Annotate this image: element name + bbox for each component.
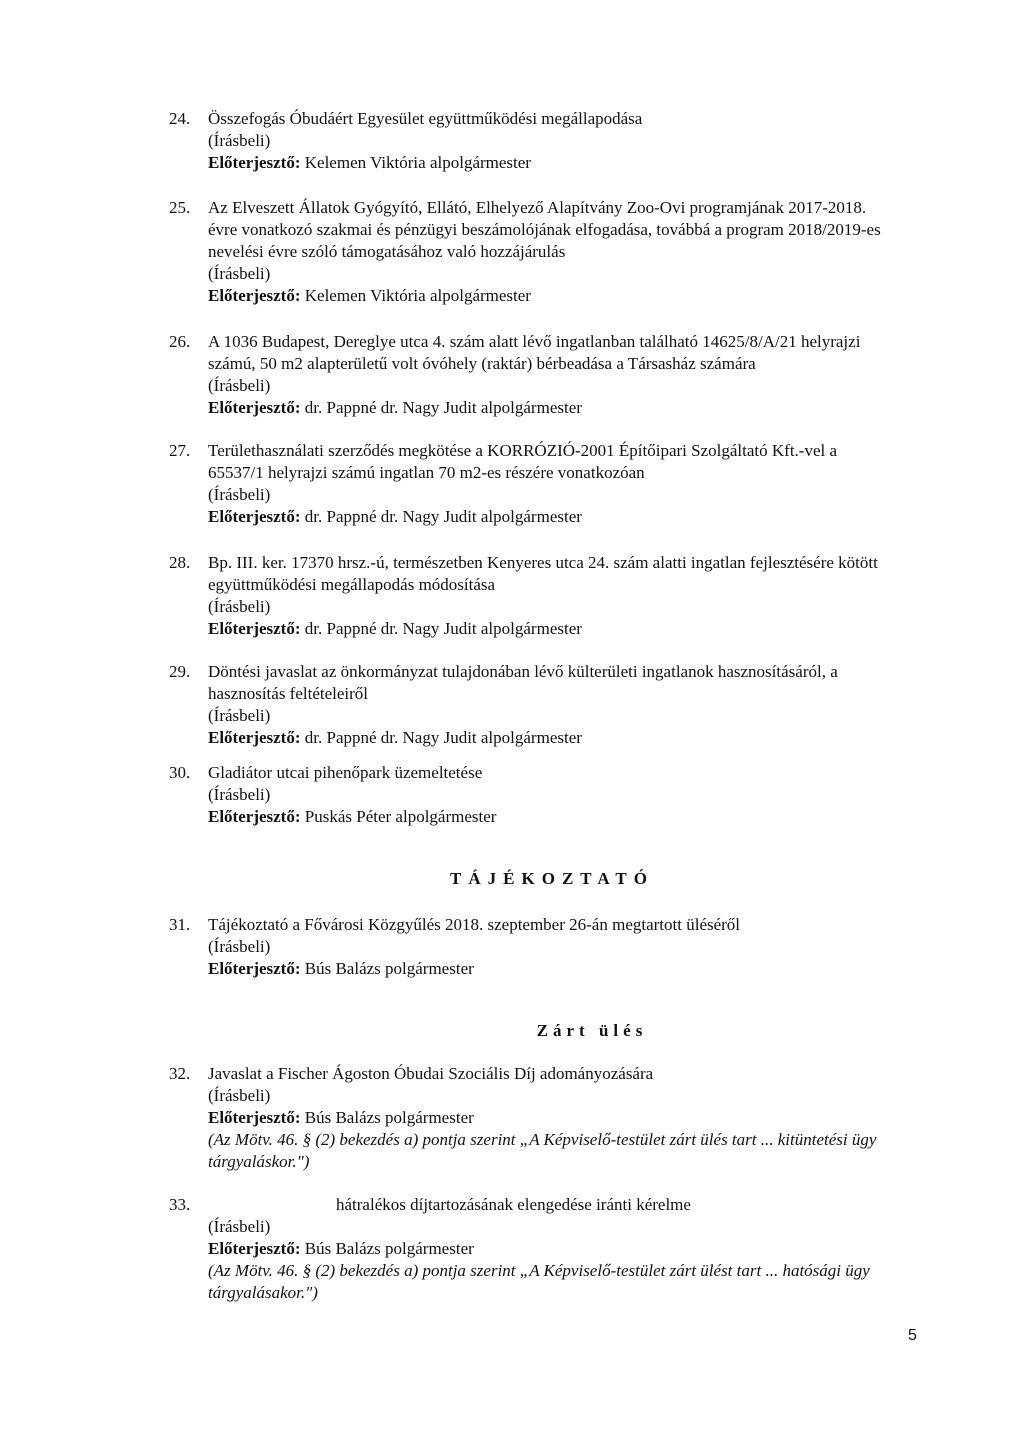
item-title-text: hátralékos díjtartozásának elengedése iránti kérelme xyxy=(336,1195,691,1214)
item-title-line: hasznosítás feltételeiről xyxy=(208,684,369,703)
item-number: 28. xyxy=(169,553,191,572)
item-title-line: Gladiátor utcai pihenőpark üzemeltetése xyxy=(208,763,483,782)
presenter-label: Előterjesztő: xyxy=(208,507,301,526)
item-type: (Írásbeli) xyxy=(208,1217,271,1236)
item-title-line: Az Elveszett Állatok Gyógyító, Ellátó, Elhelyező Alapítvány Zoo-Ovi programjának 2017-2018. xyxy=(208,198,867,217)
item-type: (Írásbeli) xyxy=(208,131,271,150)
item-type: (Írásbeli) xyxy=(208,264,271,283)
item-title-line: Bp. III. ker. 17370 hrsz.-ú, természetben Kenyeres utca 24. szám alatti ingatlan fejlesztésére kötött xyxy=(208,553,878,572)
agenda-item-30 xyxy=(169,762,968,828)
presenter-label: Előterjesztő: xyxy=(208,398,301,417)
item-presenter xyxy=(208,727,968,749)
section-heading-tajekoztato: TÁJÉKOZTATÓ xyxy=(450,869,654,888)
item-number: 31. xyxy=(169,915,191,934)
item-presenter xyxy=(208,152,968,174)
presenter-name: dr. Pappné dr. Nagy Judit alpolgármester xyxy=(304,619,582,638)
item-title-line: Területhasználati szerződés megkötése a KORRÓZIÓ-2001 Építőipari Szolgáltató Kft.-vel a xyxy=(208,441,838,460)
agenda-item-29 xyxy=(169,661,968,749)
presenter-label: Előterjesztő: xyxy=(208,1108,301,1127)
presenter-name: Kelemen Viktória alpolgármester xyxy=(304,153,531,172)
item-presenter xyxy=(208,285,968,307)
item-title-line: Összefogás Óbudáért Egyesület együttműködési megállapodása xyxy=(208,109,643,128)
presenter-label: Előterjesztő: xyxy=(208,619,301,638)
item-presenter xyxy=(208,1238,968,1260)
item-number: 30. xyxy=(169,763,191,782)
item-number: 32. xyxy=(169,1064,191,1083)
agenda-item-31 xyxy=(169,914,968,980)
item-type: (Írásbeli) xyxy=(208,597,271,616)
item-presenter xyxy=(208,397,968,419)
item-title-line: Tájékoztató a Fővárosi Közgyűlés 2018. szeptember 26-án megtartott üléséről xyxy=(208,915,741,934)
item-number: 27. xyxy=(169,441,191,460)
presenter-name: dr. Pappné dr. Nagy Judit alpolgármester xyxy=(304,398,582,417)
presenter-label: Előterjesztő: xyxy=(208,807,301,826)
agenda-item-24 xyxy=(169,108,968,174)
item-type: (Írásbeli) xyxy=(208,376,271,395)
agenda-item-32 xyxy=(169,1063,968,1173)
item-type: (Írásbeli) xyxy=(208,785,271,804)
agenda-item-25 xyxy=(169,197,968,307)
agenda-item-26 xyxy=(169,331,968,419)
presenter-name: Kelemen Viktória alpolgármester xyxy=(304,286,531,305)
item-presenter xyxy=(208,1107,968,1129)
presenter-name: Bús Balázs polgármester xyxy=(304,1239,474,1258)
presenter-name: Bús Balázs polgármester xyxy=(304,1108,474,1127)
legal-note: (Az Mötv. 46. § (2) bekezdés a) pontja szerint „A Képviselő-testület zárt ülés tart ... kitüntetési ügy tárgyaláskor.") xyxy=(208,1130,877,1171)
item-title-line: együttműködési megállapodás módosítása xyxy=(208,575,496,594)
agenda-item-27 xyxy=(169,440,968,528)
page-number: 5 xyxy=(908,1327,917,1344)
section-heading-zart-ules: Zárt ülés xyxy=(536,1021,648,1040)
presenter-name: Bús Balázs polgármester xyxy=(304,959,474,978)
agenda-item-33 xyxy=(169,1194,968,1304)
agenda-item-28 xyxy=(169,552,968,640)
item-title-line: Javaslat a Fischer Ágoston Óbudai Szociális Díj adományozására xyxy=(208,1064,654,1083)
item-number: 26. xyxy=(169,332,191,351)
presenter-label: Előterjesztő: xyxy=(208,728,301,747)
presenter-label: Előterjesztő: xyxy=(208,1239,301,1258)
presenter-label: Előterjesztő: xyxy=(208,153,301,172)
presenter-label: Előterjesztő: xyxy=(208,286,301,305)
item-title-line: 65537/1 helyrajzi számú ingatlan 70 m2-es részére vonatkozóan xyxy=(208,463,645,482)
item-type: (Írásbeli) xyxy=(208,1086,271,1105)
item-title-line: számú, 50 m2 alapterületű volt óvóhely (raktár) bérbeadása a Társasház számára xyxy=(208,354,756,373)
item-presenter xyxy=(208,506,968,528)
presenter-name: Puskás Péter alpolgármester xyxy=(304,807,497,826)
presenter-label: Előterjesztő: xyxy=(208,959,301,978)
item-presenter xyxy=(208,618,968,640)
item-number: 29. xyxy=(169,662,191,681)
item-title-line: évre vonatkozó szakmai és pénzügyi beszámolójának elfogadása, továbbá a program 2018/2019-es xyxy=(208,220,881,239)
item-presenter xyxy=(208,806,968,828)
legal-note: (Az Mötv. 46. § (2) bekezdés a) pontja szerint „A Képviselő-testület zárt ülést tart ... hatósági ügy tárgyalásakor.") xyxy=(208,1261,870,1302)
item-title-line: A 1036 Budapest, Dereglye utca 4. szám alatt lévő ingatlanban található 14625/8/A/21 helyrajzi xyxy=(208,332,861,351)
item-type: (Írásbeli) xyxy=(208,937,271,956)
item-title-line: nevelési évre szóló támogatásához való hozzájárulás xyxy=(208,242,566,261)
presenter-name: dr. Pappné dr. Nagy Judit alpolgármester xyxy=(304,728,582,747)
item-title-line: Döntési javaslat az önkormányzat tulajdonában lévő külterületi ingatlanok hasznosításáról, a xyxy=(208,662,838,681)
item-type: (Írásbeli) xyxy=(208,706,271,725)
presenter-name: dr. Pappné dr. Nagy Judit alpolgármester xyxy=(304,507,582,526)
item-type: (Írásbeli) xyxy=(208,485,271,504)
item-number: 25. xyxy=(169,198,191,217)
item-presenter xyxy=(208,958,968,980)
item-number: 33. xyxy=(169,1195,191,1214)
item-number: 24. xyxy=(169,109,191,128)
item-title-line xyxy=(208,1194,968,1216)
